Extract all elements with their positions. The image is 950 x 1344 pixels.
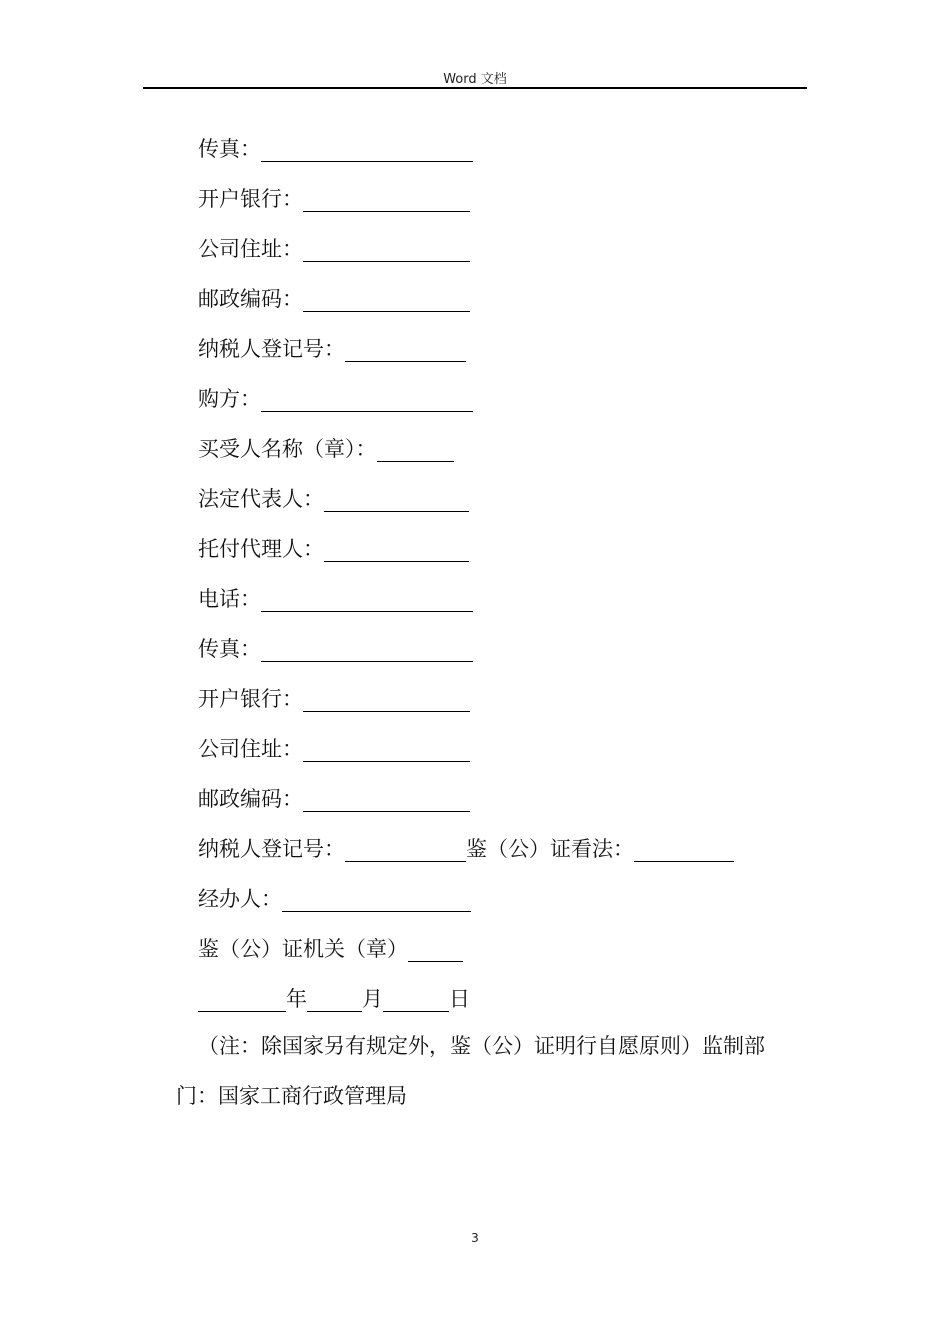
fill-blank — [303, 291, 470, 312]
fill-blank — [303, 241, 470, 262]
header-title: Word 文档 — [443, 72, 507, 87]
field-label: 纳税人登记号： — [198, 337, 345, 361]
field-notary-authority — [198, 936, 463, 962]
fill-blank-day — [383, 991, 449, 1012]
field-label: 法定代表人： — [198, 487, 324, 511]
fill-blank — [303, 691, 470, 712]
field-label: 电话： — [198, 587, 261, 611]
field-label-notary-opinion: 鉴（公）证看法： — [466, 837, 634, 861]
field-address-seller — [198, 236, 470, 262]
fill-blank — [324, 491, 469, 512]
field-fax-buyer — [198, 636, 473, 662]
field-label: 鉴（公）证机关（章） — [198, 937, 408, 961]
field-postcode-seller — [198, 286, 470, 312]
field-label: 经办人： — [198, 887, 282, 911]
field-label: 买受人名称（章）： — [198, 437, 377, 461]
field-taxpayer-id-seller — [198, 336, 466, 362]
fill-blank — [303, 191, 470, 212]
page-number: 3 — [471, 1231, 479, 1245]
fill-blank — [345, 841, 466, 862]
fill-blank — [261, 641, 473, 662]
field-label: 开户银行： — [198, 187, 303, 211]
fill-blank — [303, 791, 470, 812]
field-label: 托付代理人： — [198, 537, 324, 561]
fill-blank — [377, 441, 454, 462]
date-day-label: 日 — [449, 987, 470, 1011]
field-label: 传真： — [198, 137, 261, 161]
field-label: 公司住址： — [198, 237, 303, 261]
field-label: 购方： — [198, 387, 261, 411]
fill-blank — [634, 841, 734, 862]
field-bank-seller — [198, 186, 470, 212]
field-buyer — [198, 386, 473, 412]
fill-blank — [261, 591, 473, 612]
fill-blank — [261, 391, 473, 412]
fill-blank-month — [307, 991, 362, 1012]
field-bank-buyer — [198, 686, 470, 712]
field-taxpayer-id-buyer — [198, 836, 734, 862]
header-divider — [143, 87, 807, 89]
date-month-label: 月 — [362, 987, 383, 1011]
note-line-1: （注：除国家另有规定外，鉴（公）证明行自愿原则）监制部 — [198, 1034, 765, 1058]
field-address-buyer — [198, 736, 470, 762]
fill-blank — [261, 141, 473, 162]
field-agent — [198, 536, 469, 562]
field-label: 传真： — [198, 637, 261, 661]
fill-blank — [282, 891, 471, 912]
field-buyer-name — [198, 436, 454, 462]
field-postcode-buyer — [198, 786, 470, 812]
field-legal-rep — [198, 486, 469, 512]
date-line — [198, 986, 470, 1012]
field-fax-seller — [198, 136, 473, 162]
field-label: 纳税人登记号： — [198, 837, 345, 861]
field-handler — [198, 886, 471, 912]
field-label: 公司住址： — [198, 737, 303, 761]
fill-blank — [345, 341, 466, 362]
fill-blank — [324, 541, 469, 562]
note-line-2: 门：国家工商行政管理局 — [176, 1084, 407, 1108]
date-year-label: 年 — [286, 987, 307, 1011]
field-label: 邮政编码： — [198, 787, 303, 811]
fill-blank-year — [198, 991, 286, 1012]
field-label: 开户银行： — [198, 687, 303, 711]
fill-blank — [303, 741, 470, 762]
field-phone-buyer — [198, 586, 473, 612]
field-label: 邮政编码： — [198, 287, 303, 311]
fill-blank — [408, 941, 463, 962]
